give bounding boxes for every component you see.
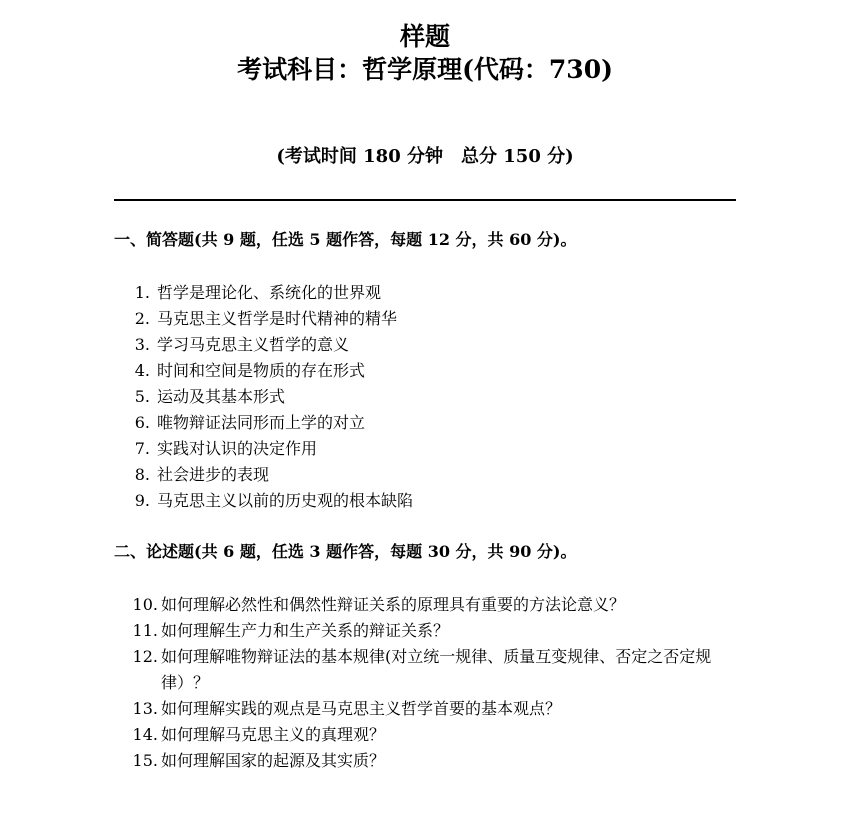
question-item bbox=[110, 488, 750, 514]
question-number: 6. bbox=[134, 413, 150, 432]
question-number: 9. bbox=[134, 491, 150, 510]
exam-time-and-score: (考试时间 180 分钟 总分 150 分) bbox=[276, 146, 574, 167]
question-item bbox=[110, 462, 750, 488]
question-item bbox=[110, 592, 750, 618]
question-number: 1. bbox=[134, 283, 150, 302]
question-text: 如何理解生产力和生产关系的辩证关系？ bbox=[161, 621, 450, 640]
section-essay-heading: 二、论述题(共 6 题，任选 3 题作答，每题 30 分，共 90 分)。 bbox=[114, 542, 577, 561]
question-item bbox=[110, 280, 750, 306]
question-number: 12. bbox=[132, 647, 158, 666]
question-text: 如何理解马克思主义的真理观？ bbox=[161, 725, 386, 744]
question-number: 11. bbox=[132, 621, 158, 640]
question-number: 14. bbox=[132, 725, 158, 744]
exam-subject-title: 考试科目：哲学原理(代码：730) bbox=[237, 55, 613, 84]
question-text: 如何理解唯物辩证法的基本规律(对立统一规律、质量互变规律、否定之否定规律）？ bbox=[161, 647, 712, 692]
question-text: 学习马克思主义哲学的意义 bbox=[157, 335, 350, 354]
question-item bbox=[110, 748, 750, 774]
question-text: 如何理解必然性和偶然性辩证关系的原理具有重要的方法论意义？ bbox=[161, 595, 626, 614]
question-text: 运动及其基本形式 bbox=[157, 387, 286, 406]
short-answer-question-list bbox=[110, 280, 750, 514]
question-number: 5. bbox=[134, 387, 150, 406]
question-number: 13. bbox=[132, 699, 158, 718]
question-number: 7. bbox=[134, 439, 150, 458]
question-text: 马克思主义哲学是时代精神的精华 bbox=[157, 309, 398, 328]
question-item bbox=[110, 358, 750, 384]
question-text: 如何理解实践的观点是马克思主义哲学首要的基本观点？ bbox=[161, 699, 562, 718]
question-item bbox=[110, 436, 750, 462]
question-item bbox=[110, 722, 750, 748]
question-text: 唯物辩证法同形而上学的对立 bbox=[157, 413, 366, 432]
question-item bbox=[110, 332, 750, 358]
header-divider bbox=[114, 199, 736, 201]
question-number: 10. bbox=[132, 595, 158, 614]
question-text: 时间和空间是物质的存在形式 bbox=[157, 361, 366, 380]
question-item bbox=[110, 644, 750, 696]
essay-question-list bbox=[110, 592, 750, 774]
document-title: 样题 bbox=[399, 22, 450, 51]
question-text: 实践对认识的决定作用 bbox=[157, 439, 318, 458]
question-text: 马克思主义以前的历史观的根本缺陷 bbox=[157, 491, 414, 510]
question-item bbox=[110, 618, 750, 644]
section-short-answer-heading: 一、简答题(共 9 题，任选 5 题作答，每题 12 分，共 60 分)。 bbox=[114, 230, 577, 249]
question-text: 哲学是理论化、系统化的世界观 bbox=[157, 283, 382, 302]
question-number: 15. bbox=[132, 751, 158, 770]
question-text: 如何理解国家的起源及其实质？ bbox=[161, 751, 386, 770]
question-item bbox=[110, 410, 750, 436]
question-item bbox=[110, 384, 750, 410]
question-number: 3. bbox=[134, 335, 150, 354]
question-text: 社会进步的表现 bbox=[157, 465, 270, 484]
question-item bbox=[110, 306, 750, 332]
question-item bbox=[110, 696, 750, 722]
question-number: 8. bbox=[134, 465, 150, 484]
question-number: 4. bbox=[134, 361, 150, 380]
question-number: 2. bbox=[134, 309, 150, 328]
